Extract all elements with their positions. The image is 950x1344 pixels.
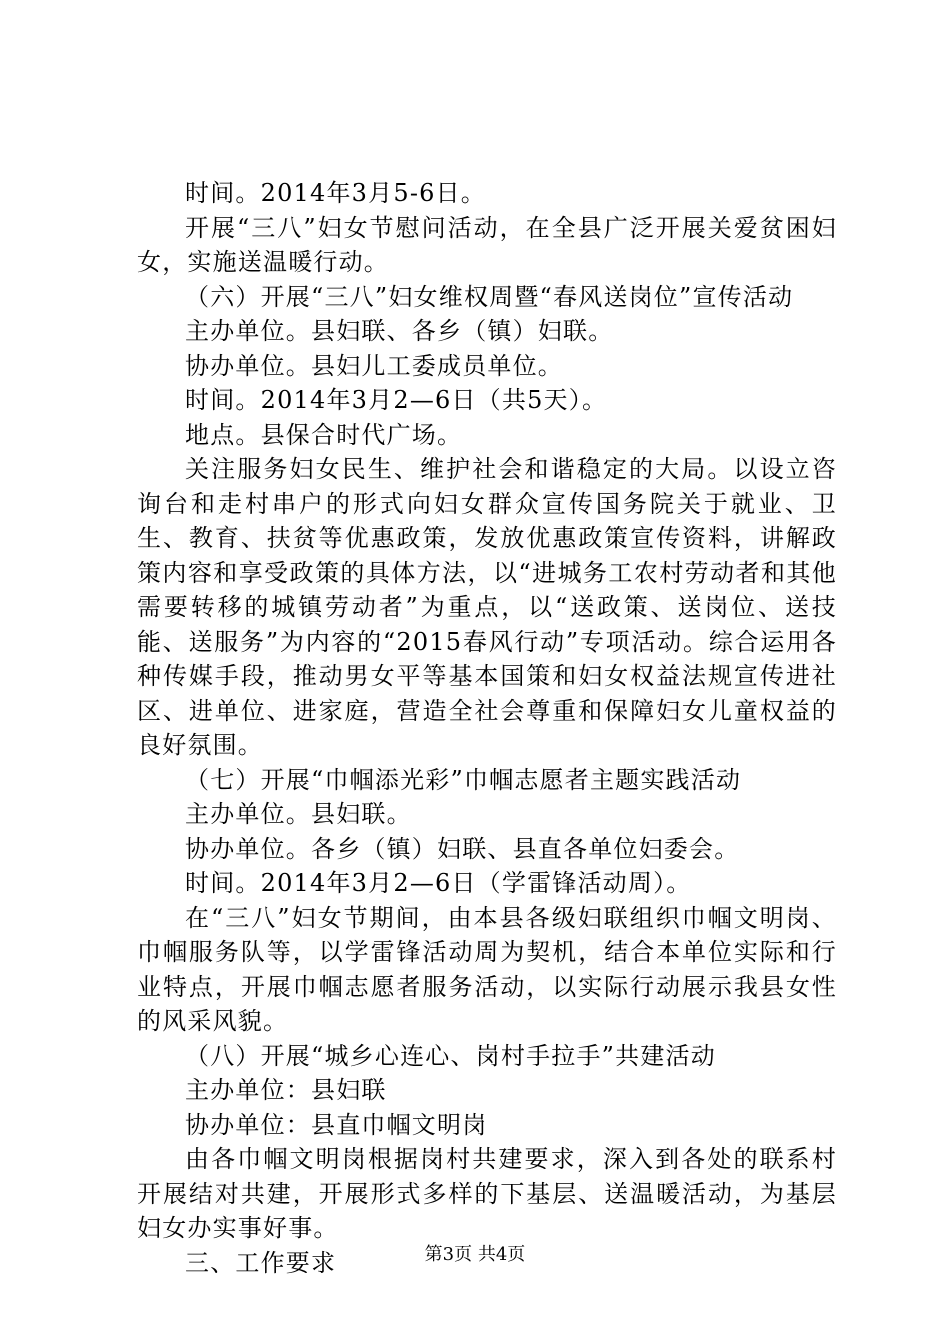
paragraph: 时间。2014年3月5-6日。: [185, 179, 486, 207]
paragraph: 主办单位。县妇联、各乡（镇）妇联。: [185, 317, 614, 345]
paragraph: 关注服务妇女民生、维护社会和谐稳定的大局。以设立咨询台和走村串户的形式向妇女群众宣传国务院关于就业、卫生、教育、扶贫等优惠政策，发放优惠政策宣传资料，讲解政策内容和享受政策的具体方法，以“进城务工农村劳动者和其他需要转移的城镇劳动者”为重点，以“送政策、送岗位、送技能、送服务”为内容的“2015春风行动”专项活动。综合运用各种传媒手段，推动男女平等基本国策和妇女权益法规宣传进社区、进单位、进家庭，营造全社会尊重和保障妇女儿童权益的良好氛围。: [137, 455, 837, 759]
section-heading: （七）开展“巾帼添光彩”巾帼志愿者主题实践活动: [185, 765, 742, 794]
paragraph: 时间。2014年3月2—6日（学雷锋活动周）。: [185, 869, 692, 897]
paragraph: 协办单位。县妇儿工委成员单位。: [185, 351, 563, 380]
paragraph: 主办单位：县妇联: [185, 1076, 387, 1104]
paragraph: 由各巾帼文明岗根据岗村共建要求，深入到各处的联系村开展结对共建，开展形式多样的下基层、送温暖活动，为基层妇女办实事好事。: [137, 1145, 837, 1242]
section-heading: （六）开展“三八”妇女维权周暨“春风送岗位”宣传活动: [185, 282, 794, 311]
paragraph: 开展“三八”妇女节慰问活动，在全县广泛开展关爱贫困妇女，实施送温暖行动。: [137, 213, 837, 276]
document-body: [137, 176, 837, 1280]
paragraph: 协办单位：县直巾帼文明岗: [185, 1110, 488, 1139]
section-heading: （八）开展“城乡心连心、岗村手拉手”共建活动: [185, 1041, 716, 1070]
section-heading: 三、工作要求: [185, 1248, 337, 1277]
paragraph: 地点。县保合时代广场。: [185, 420, 463, 449]
paragraph: 主办单位。县妇联。: [185, 800, 412, 828]
page-footer: 第3页 共4页: [424, 1244, 526, 1265]
paragraph: 协办单位。各乡（镇）妇联、县直各单位妇委会。: [185, 834, 740, 863]
paragraph: 时间。2014年3月2—6日（共5天）。: [185, 386, 608, 414]
paragraph: 在“三八”妇女节期间，由本县各级妇联组织巾帼文明岗、巾帼服务队等，以学雷锋活动周为契机，结合本单位实际和行业特点，开展巾帼志愿者服务活动，以实际行动展示我县女性的风采风貌。: [137, 903, 837, 1035]
